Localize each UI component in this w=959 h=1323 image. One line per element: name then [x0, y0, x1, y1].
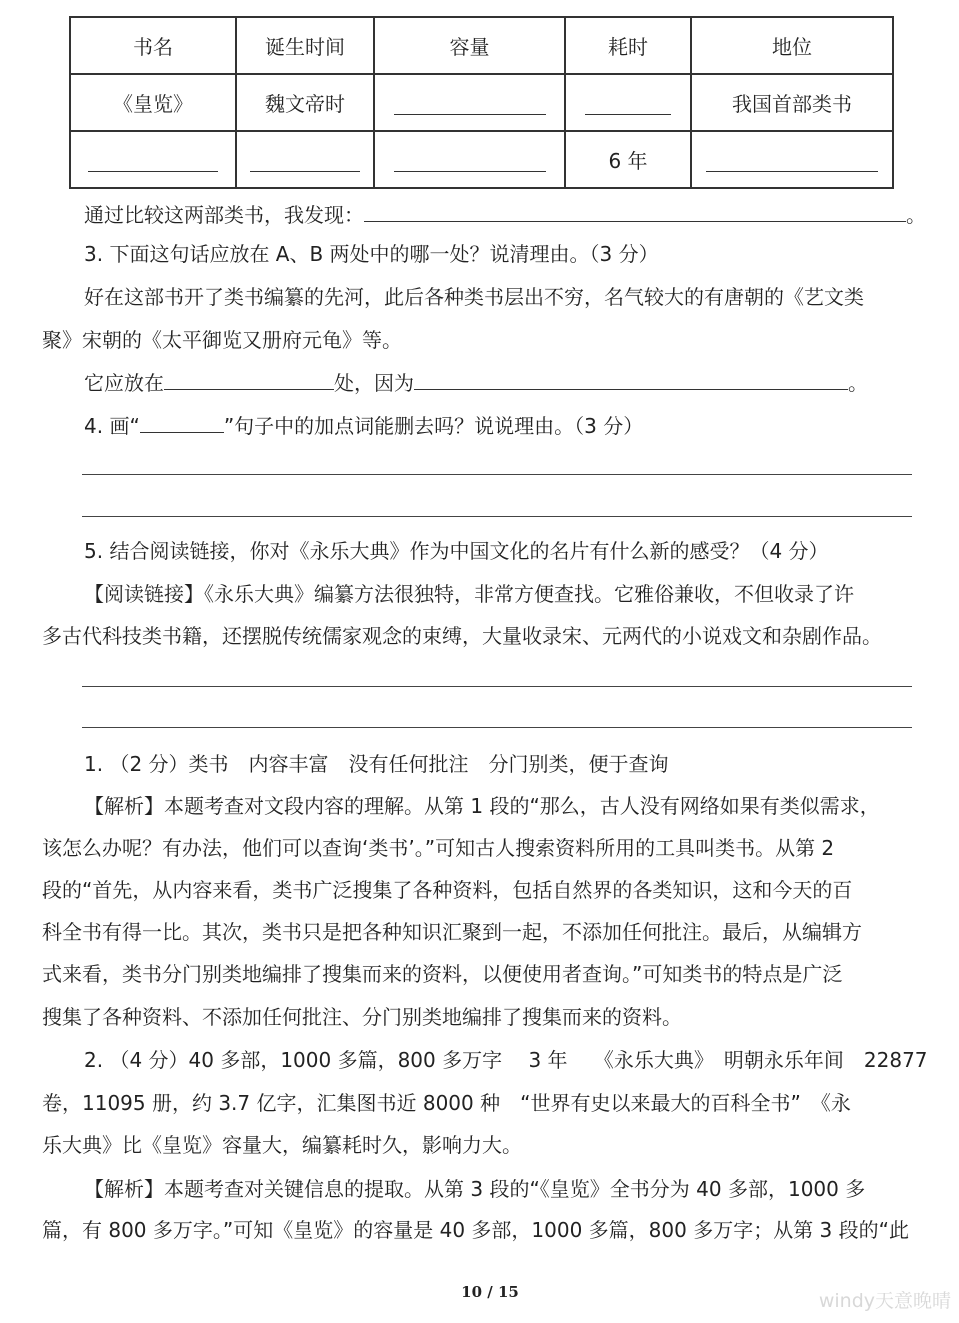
- table-row: [70, 74, 893, 131]
- q3-answer-middle: 处，因为: [334, 371, 414, 395]
- table-header-cell: 书名: [70, 17, 236, 74]
- q3-answer-prefix: 它应放在: [84, 371, 164, 395]
- q3-quote-line: 好在这部书开了类书编纂的先河，此后各种类书层出不穷，名气较大的有唐朝的《艺文类: [84, 285, 864, 309]
- q4-title-end: ”句子中的加点词能删去吗？说说理由。（3 分）: [223, 414, 644, 438]
- analysis-line: 科全书有得一比。其次，类书只是把各种知识汇聚到一起，不添加任何批注。最后，从编辑方: [42, 920, 862, 944]
- q5-link-line: 多古代科技类书籍，还摆脱传统儒家观念的束缚，大量收录宋、元两代的小说戏文和杂剧作品。: [42, 624, 882, 648]
- q5-link-line: 【阅读链接】《永乐大典》编纂方法很独特，非常方便查找。它雅俗兼收，不但收录了许: [84, 582, 854, 606]
- table-cell-blank: [565, 74, 691, 131]
- q3-title: 3. 下面这句话应放在 A、B 两处中的哪一处？说清理由。（3 分）: [84, 242, 659, 266]
- table-header-cell: 容量: [374, 17, 565, 74]
- q2-conclusion-prefix: 通过比较这两部类书，我发现：: [84, 203, 364, 227]
- table-cell: 我国首部类书: [691, 74, 893, 131]
- q4-title: [84, 410, 643, 440]
- answer-blank[interactable]: [140, 410, 224, 433]
- page-number: 10 / 15: [461, 1283, 519, 1301]
- table-row: [70, 131, 893, 188]
- table-cell: 《皇览》: [70, 74, 236, 131]
- table-header-cell: 地位: [691, 17, 893, 74]
- table-cell: 魏文帝时: [236, 74, 374, 131]
- table-cell-blank: [691, 131, 893, 188]
- answer-blank[interactable]: [414, 367, 848, 390]
- analysis-line: 篇，有 800 多万字。”可知《皇览》的容量是 40 多部，1000 多篇，800 多万字；从第 3 段的“此: [42, 1218, 910, 1242]
- answer-blank[interactable]: [250, 149, 360, 172]
- table-cell-blank: [374, 131, 565, 188]
- answer-blank[interactable]: [585, 92, 671, 115]
- answer-2-line: 乐大典》比《皇览》容量大，编纂耗时久，影响力大。: [42, 1133, 522, 1157]
- table-cell-blank: [236, 131, 374, 188]
- q5-title: 5. 结合阅读链接，你对《永乐大典》作为中国文化的名片有什么新的感受？（4 分）: [84, 539, 829, 563]
- table-cell: 6 年: [565, 131, 691, 188]
- answer-line[interactable]: [82, 727, 912, 728]
- q3-answer-line: [84, 367, 868, 397]
- watermark: windy天意晚晴: [818, 1290, 951, 1312]
- q3-answer-suffix: 。: [848, 371, 868, 395]
- table-header-cell: 耗时: [565, 17, 691, 74]
- table-header-cell: 诞生时间: [236, 17, 374, 74]
- answer-2-line: 卷，11095 册，约 3.7 亿字，汇集图书近 8000 种 “世界有史以来最大的百科全书” 《永: [42, 1091, 851, 1115]
- answer-blank[interactable]: [706, 149, 878, 172]
- analysis-line: 式来看，类书分门别类地编排了搜集而来的资料，以便使用者查询。”可知类书的特点是广泛: [42, 962, 843, 986]
- answer-blank[interactable]: [164, 367, 334, 390]
- answer-blank[interactable]: [394, 149, 546, 172]
- table-header-row: [70, 17, 893, 74]
- answer-line[interactable]: [82, 516, 912, 517]
- answer-line[interactable]: [82, 686, 912, 687]
- q3-quote-line: 聚》宋朝的《太平御览又册府元龟》等。: [42, 328, 402, 352]
- answer-1: 1. （2 分）类书 内容丰富 没有任何批注 分门别类，便于查询: [84, 752, 669, 776]
- table-cell-blank: [374, 74, 565, 131]
- analysis-line: 搜集了各种资料、不添加任何批注、分门别类地编排了搜集而来的资料。: [42, 1005, 682, 1029]
- answer-blank[interactable]: [394, 92, 546, 115]
- analysis-line: 段的“首先，从内容来看，类书广泛搜集了各种资料，包括自然界的各类知识，这和今天的百: [42, 878, 853, 902]
- comparison-table: [69, 16, 894, 189]
- answer-line[interactable]: [82, 474, 912, 475]
- analysis-line: 该怎么办呢？有办法，他们可以查询‘类书’。”可知古人搜索资料所用的工具叫类书。从第 2: [42, 836, 835, 860]
- answer-blank[interactable]: [364, 199, 906, 222]
- answer-blank[interactable]: [88, 149, 218, 172]
- q2-conclusion-suffix: 。: [906, 203, 926, 227]
- analysis-line: 【解析】本题考查对文段内容的理解。从第 1 段的“那么，古人没有网络如果有类似需求，: [84, 794, 880, 818]
- q4-title-start: 4. 画“: [84, 414, 140, 438]
- table-cell-blank: [70, 131, 236, 188]
- q2-conclusion-line: [84, 199, 926, 229]
- analysis-line: 【解析】本题考查对关键信息的提取。从第 3 段的“《皇览》全书分为 40 多部，1000 多: [84, 1177, 866, 1201]
- answer-2-line: 2. （4 分）40 多部，1000 多篇，800 多万字 3 年 《永乐大典》 明朝永乐年间 22877: [84, 1048, 928, 1072]
